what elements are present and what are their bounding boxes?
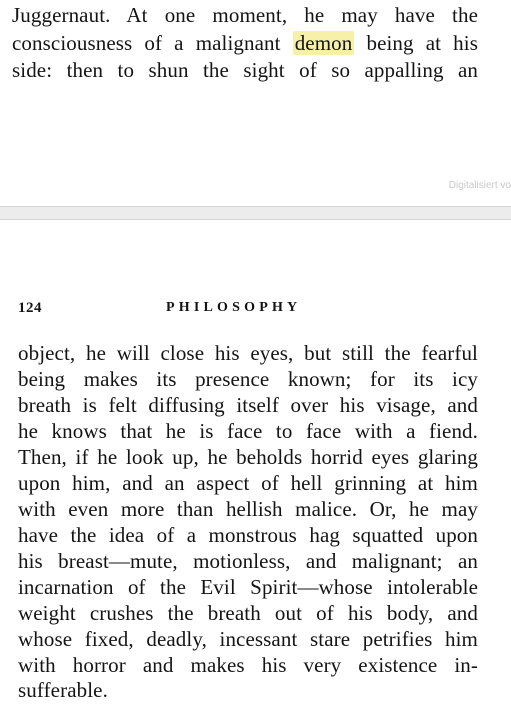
- text-line: he knows that he is face to face with a fiend.: [18, 419, 478, 443]
- text-line-with-highlight: [12, 30, 478, 56]
- text-line: with horror and makes his very existence in-: [18, 653, 478, 677]
- text-line: sufferable.: [18, 678, 108, 702]
- page-number: 124: [18, 300, 42, 316]
- digitization-watermark: Digitalisiert vo: [448, 180, 511, 191]
- upper-page: [0, 0, 511, 206]
- text-line: Then, if he look up, he beholds horrid eyes glaring: [18, 445, 478, 469]
- page-separator: [0, 206, 511, 220]
- text-line: breath is felt diffusing itself over his visage, and: [18, 393, 478, 417]
- text-line: with even more than hellish malice. Or, he may: [18, 497, 478, 521]
- search-highlight: demon: [294, 31, 353, 55]
- text-segment: consciousness of a malignant: [12, 31, 281, 55]
- text-segment: being at his: [366, 31, 478, 55]
- text-line: incarnation of the Evil Spirit—whose intolerable: [18, 575, 478, 599]
- text-line: object, he will close his eyes, but still the fearful: [18, 341, 478, 365]
- text-line: weight crushes the breath out of his body, and: [18, 601, 478, 625]
- text-line: side: then to shun the sight of so appalling an: [12, 58, 478, 82]
- running-head: PHILOSOPHY: [166, 300, 302, 315]
- text-line: upon him, and an aspect of hell grinning at him: [18, 471, 478, 495]
- text-line: Juggernaut. At one moment, he may have the: [12, 3, 478, 27]
- text-line: his breast—mute, motionless, and malignant; an: [18, 549, 478, 573]
- text-line: whose fixed, deadly, incessant stare petrifies him: [18, 627, 478, 651]
- text-line: have the idea of a monstrous hag squatted upon: [18, 523, 478, 547]
- text-line: being makes its presence known; for its icy: [18, 367, 478, 391]
